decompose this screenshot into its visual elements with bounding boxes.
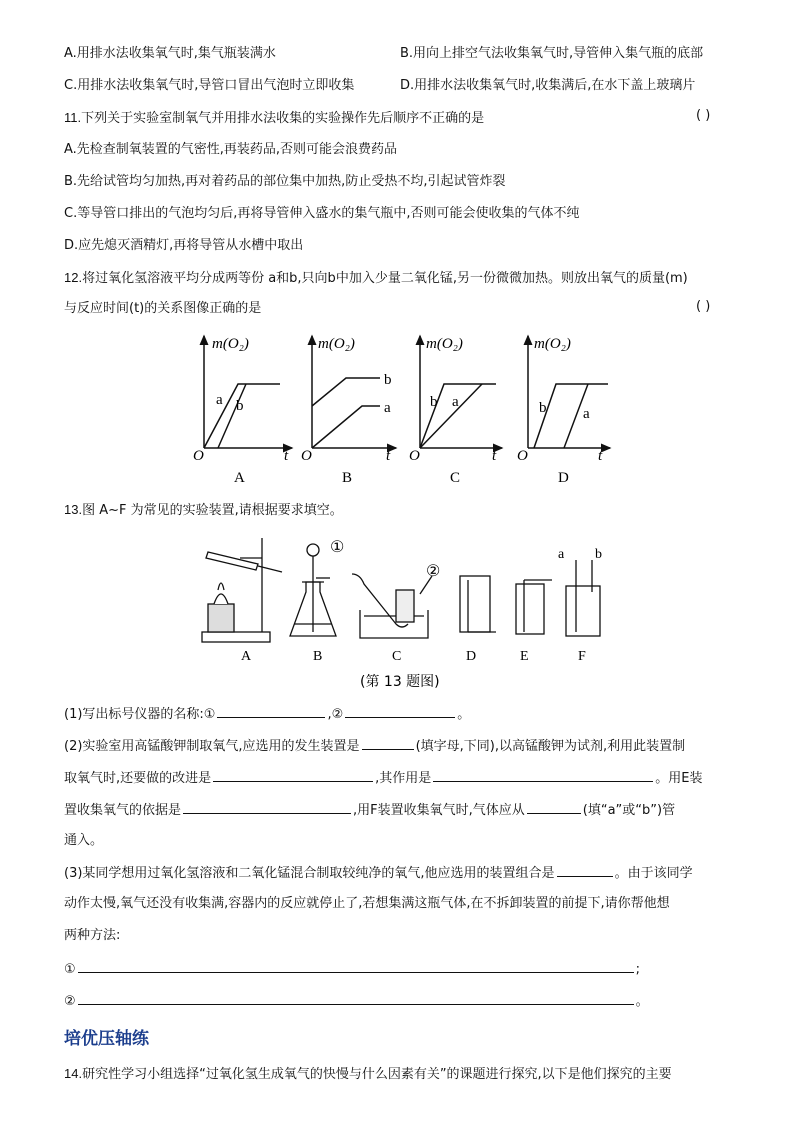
apparatus-label-e: E bbox=[520, 649, 529, 664]
graph-c-label-2: a bbox=[452, 394, 459, 410]
apparatus-b bbox=[290, 544, 336, 636]
q11-number: 11. bbox=[64, 110, 82, 125]
q14-number: 14. bbox=[64, 1066, 83, 1081]
graph-b-label-2: a bbox=[384, 400, 391, 416]
graph-c-label-1: b bbox=[430, 394, 438, 410]
graph-a-label-1: a bbox=[216, 392, 223, 408]
method-2-marker: ② bbox=[64, 994, 76, 1009]
graph-d-letter: D bbox=[558, 470, 569, 486]
q13-part3-line2: 动作太慢,氧气还没有收集满,容器内的反应就停止了,若想集满这瓶气体,在不拆卸装置的前提下,请你帮他想 bbox=[64, 896, 670, 911]
q13-p2-l2b: ,其作用是 bbox=[375, 771, 432, 786]
graph-b-origin: O bbox=[301, 448, 312, 464]
graph-d-label-2: a bbox=[583, 406, 590, 422]
port-a-label: a bbox=[558, 547, 565, 562]
method-2-end: 。 bbox=[635, 994, 649, 1009]
apparatus-e bbox=[516, 580, 552, 634]
graph-b-ylabel: m(O₂) bbox=[318, 336, 355, 352]
graph-a-ylabel: m(O₂) bbox=[212, 336, 249, 352]
apparatus-label-f: F bbox=[578, 649, 586, 664]
q13-blank-1[interactable] bbox=[217, 703, 325, 718]
q13-p1-mid: ,② bbox=[327, 707, 344, 722]
q13-p1-end: 。 bbox=[457, 707, 471, 722]
q13-part3-line1 bbox=[64, 862, 693, 884]
q10-option-c: C.用排水法收集氧气时,导管口冒出气泡时立即收集 bbox=[64, 78, 355, 93]
q13-part2-line4: 通入。 bbox=[64, 833, 104, 848]
q13-number: 13. bbox=[64, 502, 83, 517]
q13-p2-l3c: (填“a”或“b”)管 bbox=[582, 803, 676, 818]
q12-stem-text: 将过氧化氢溶液平均分成两等份 a和b,只向b中加入少量二氧化锰,另一份微微加热。则放出氧气的质量(m) bbox=[82, 271, 688, 286]
graph-b bbox=[312, 336, 396, 448]
q14-stem-text: 研究性学习小组选择“过氧化氢生成氧气的快慢与什么因素有关”的课题进行探究,以下是他们探究的主要 bbox=[82, 1067, 672, 1082]
q13-part2-line1 bbox=[64, 735, 685, 757]
graph-c-xlabel: t bbox=[492, 448, 497, 464]
q11-option-b: B.先给试管均匀加热,再对着药品的部位集中加热,防止受热不均,引起试管炸裂 bbox=[64, 174, 506, 189]
graph-c-origin: O bbox=[409, 448, 420, 464]
apparatus-c bbox=[352, 574, 432, 638]
q13-p2-l3a: 置收集氧气的依据是 bbox=[64, 803, 182, 818]
q13-method-2 bbox=[64, 990, 649, 1012]
q13-p3-l1a: (3)某同学想用过氧化氢溶液和二氧化锰混合制取较纯净的氧气,他应选用的装置组合是 bbox=[64, 866, 555, 881]
port-b-label: b bbox=[595, 547, 602, 562]
apparatus-label-c: C bbox=[392, 649, 402, 664]
q13-p2-l1b: (填字母,下同),以高锰酸钾为试剂,利用此装置制 bbox=[415, 739, 686, 754]
figure-caption: (第 13 题图) bbox=[360, 674, 440, 690]
method-1-marker: ① bbox=[64, 962, 76, 977]
q11-option-d: D.应先熄灭酒精灯,再将导管从水槽中取出 bbox=[64, 238, 304, 253]
graph-d-xlabel: t bbox=[598, 448, 603, 464]
graph-a-xlabel: t bbox=[284, 448, 289, 464]
q10-option-b: B.用向上排空气法收集氧气时,导管伸入集气瓶的底部 bbox=[400, 46, 704, 61]
q13-blank-9[interactable] bbox=[78, 958, 634, 973]
marker-2: ② bbox=[426, 563, 441, 580]
q13-part3-line3: 两种方法: bbox=[64, 928, 121, 943]
q13-part1 bbox=[64, 703, 470, 725]
graph-a-label-2: b bbox=[236, 398, 244, 414]
marker-1: ① bbox=[330, 539, 345, 556]
q13-p3-l1b: 。由于该同学 bbox=[614, 866, 693, 881]
q11-option-c: C.等导管口排出的气泡均匀后,再将导管伸入盛水的集气瓶中,否则可能会使收集的气体不纯 bbox=[64, 206, 580, 221]
q13-part2-line3 bbox=[64, 799, 675, 821]
q13-blank-8[interactable] bbox=[557, 862, 613, 877]
q13-stem-text: 图 A~F 为常见的实验装置,请根据要求填空。 bbox=[82, 503, 343, 518]
apparatus-label-b: B bbox=[313, 649, 323, 664]
q13-blank-2[interactable] bbox=[345, 703, 455, 718]
graph-a-letter: A bbox=[234, 470, 245, 486]
graph-a-origin: O bbox=[193, 448, 204, 464]
graph-c-letter: C bbox=[450, 470, 461, 486]
apparatus-d bbox=[460, 576, 496, 632]
apparatus-f bbox=[566, 560, 600, 636]
graph-c bbox=[420, 336, 502, 448]
q13-blank-7[interactable] bbox=[527, 799, 581, 814]
q13-apparatus-figure bbox=[0, 528, 794, 698]
q10-option-a: A.用排水法收集氧气时,集气瓶装满水 bbox=[64, 46, 276, 61]
q13-p2-l2c: 。用E装 bbox=[655, 771, 703, 786]
graph-d bbox=[528, 336, 610, 448]
q13-blank-4[interactable] bbox=[213, 767, 373, 782]
q14-stem bbox=[64, 1064, 672, 1085]
graph-d-origin: O bbox=[517, 448, 528, 464]
apparatus-a bbox=[202, 538, 282, 642]
graph-b-xlabel: t bbox=[386, 448, 391, 464]
q11-answer-paren: ( ) bbox=[696, 108, 711, 123]
q13-p2-l3b: ,用F装置收集氧气时,气体应从 bbox=[353, 803, 525, 818]
q13-blank-6[interactable] bbox=[183, 799, 351, 814]
q12-stem-line1 bbox=[64, 268, 688, 289]
q12-stem-line2: 与反应时间(t)的关系图像正确的是 bbox=[64, 301, 262, 316]
q13-blank-5[interactable] bbox=[433, 767, 653, 782]
q13-p2-l2a: 取氧气时,还要做的改进是 bbox=[64, 771, 212, 786]
q10-option-d: D.用排水法收集氧气时,收集满后,在水下盖上玻璃片 bbox=[400, 78, 696, 93]
graph-d-ylabel: m(O₂) bbox=[534, 336, 571, 352]
q13-p1-prefix: (1)写出标号仪器的名称:① bbox=[64, 707, 216, 722]
q11-stem-text: 下列关于实验室制氧气并用排水法收集的实验操作先后顺序不正确的是 bbox=[81, 111, 485, 126]
q13-p2-l1a: (2)实验室用高锰酸钾制取氧气,应选用的发生装置是 bbox=[64, 739, 360, 754]
graph-b-label-1: b bbox=[384, 372, 392, 388]
q11-stem bbox=[64, 108, 484, 129]
graph-d-label-1: b bbox=[539, 400, 547, 416]
graph-c-ylabel: m(O₂) bbox=[426, 336, 463, 352]
section-title: 培优压轴练 bbox=[64, 1029, 149, 1049]
q13-blank-10[interactable] bbox=[78, 990, 634, 1005]
q13-blank-3[interactable] bbox=[362, 735, 414, 750]
graph-b-letter: B bbox=[342, 470, 353, 486]
q12-answer-paren: ( ) bbox=[696, 299, 711, 314]
q13-method-1 bbox=[64, 958, 640, 980]
q12-graphs bbox=[0, 326, 794, 486]
apparatus-label-a: A bbox=[241, 649, 252, 664]
method-1-end: ; bbox=[635, 962, 641, 977]
q11-option-a: A.先检查制氧装置的气密性,再装药品,否则可能会浪费药品 bbox=[64, 142, 398, 157]
q12-number: 12. bbox=[64, 270, 83, 285]
q13-stem bbox=[64, 500, 343, 521]
q13-part2-line2 bbox=[64, 767, 703, 789]
apparatus-label-d: D bbox=[466, 649, 477, 664]
